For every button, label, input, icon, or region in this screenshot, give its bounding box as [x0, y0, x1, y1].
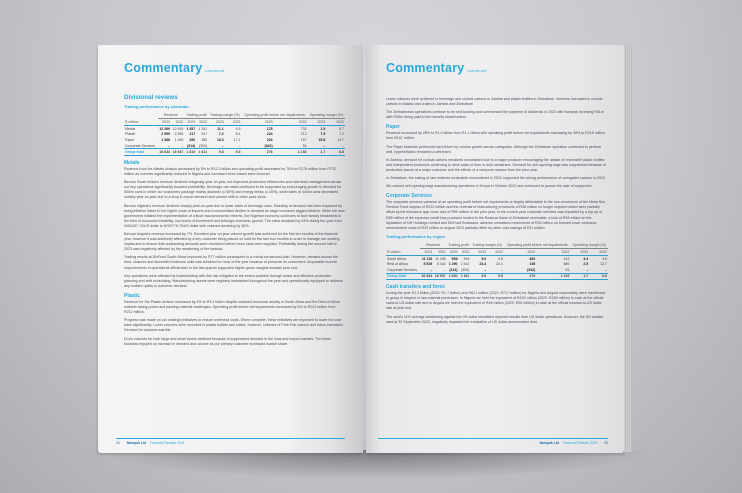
- table-cell: 5.7: [339, 126, 344, 131]
- booklet-shadow: [95, 450, 655, 480]
- table-cell: 732: [300, 126, 307, 131]
- paragraph: Revenue increased by 28% to R1.4 billion from R1.1 billion with operating profit before net impairments increasing by 38% to R216 million from R157 million.: [386, 131, 605, 141]
- table-cell: –: [501, 267, 503, 272]
- column-header: 2022: [589, 248, 608, 255]
- table-cell: 11 115: [421, 256, 433, 261]
- paragraph: In Zambia, demand for conical cartons remained constrained due to a major producer encouraging the uptake of returnable plastic bottles and independent producers continuing to drive sales of beer in bulk containers. Demand for self-opening bags was suppressed because of production issues at a major customer and the effects of a carryover season from the prior year.: [386, 157, 607, 172]
- page-footer: [116, 438, 345, 445]
- table-cell: 12 915: [172, 126, 184, 131]
- table-cell: 12.7: [600, 262, 607, 267]
- table-cell: 1 152: [536, 273, 570, 280]
- cash-heading: Cash transfers and forex: [386, 284, 445, 291]
- table-cell: 556: [451, 256, 458, 261]
- row-label: Rest of Africa: [387, 262, 408, 267]
- table-cell: 9.5: [487, 273, 504, 280]
- column-header: 2023: [158, 119, 171, 126]
- title-suffix: continued: [205, 68, 225, 73]
- table-cell: 14.7: [337, 137, 344, 142]
- table-cell: 178: [266, 126, 273, 131]
- table-cell: 12 269: [159, 126, 170, 131]
- company-name: Nampak Ltd: [126, 441, 147, 445]
- table-cell: 1 152: [274, 149, 308, 156]
- table-cell: 9.8: [208, 149, 225, 156]
- column-header: Operating profit before net impairments: [241, 112, 307, 119]
- table-cell: (300): [461, 267, 470, 272]
- paragraph: Progress was made on our strategic initiatives to reduce overhead costs. When complete, these initiatives are expected to lower the cost base significantly. Lower volumes were recorded in plastic bottles and crates, however, volumes of Pure-Pak cartons and tubes increased. Demand for closures was flat.: [124, 318, 344, 333]
- paragraph: During the year R1.3 billion (2022: R1.7 billion) and R621 million (2022: R717 million) for Nigeria and Angola respectively were transferred to group in respect of raw material purchases. In Nigeria we held the equivalent of R192 million (2022: R269 million) in cash at the official naira-to-US dollar rate and in Angola we held the equivalent of R46 million (2022: R50 million) in cash at the official kwanza-to-US dollar rate at year end.: [386, 291, 606, 311]
- page-number: 04: [116, 441, 120, 445]
- table-cell: 276: [504, 273, 536, 280]
- table-cell: 9.9: [235, 126, 241, 131]
- column-header: 2022: [196, 119, 208, 126]
- table-cell: 1.5: [320, 126, 326, 131]
- corporate-heading: Corporate Services: [386, 193, 432, 200]
- column-header: 2022: [326, 119, 345, 126]
- table-cell: –: [221, 143, 224, 148]
- table-total-row: [386, 273, 608, 280]
- row-label: Plastic: [125, 132, 136, 137]
- table-cell: 6.8: [589, 273, 608, 280]
- table-cell: 212: [300, 132, 307, 137]
- column-header: Trading margin (%): [472, 242, 503, 247]
- table-cell: 224: [266, 132, 273, 137]
- paragraph: The rand's 11% average weakening against the US dollar benefitted reported results from US dollar operations. However, the 5% weaker rand at 30 September 2023, negatively impacted the translation of US dollar-denominated debt.: [386, 314, 604, 324]
- paragraph: The Paper business performed well driven by volume growth across categories. Although the Zimbabwe operation continued to perform well, hyperinflation remained a detriment.: [386, 144, 602, 154]
- table-cell: 7.2: [339, 132, 344, 137]
- table-cell: 157: [300, 137, 307, 142]
- table-cell: 7.5: [320, 132, 326, 137]
- table-cell: 16 937: [172, 150, 184, 155]
- plastic-heading: Plastic: [124, 292, 141, 299]
- table-cell: 16 634: [421, 274, 433, 279]
- row-label: Group total: [124, 149, 158, 156]
- table-cell: 15.8: [318, 137, 326, 142]
- table-cell: –: [342, 143, 344, 148]
- page-footer: [378, 438, 608, 445]
- column-header: Operating margin (%): [570, 242, 608, 249]
- table-cell: –: [484, 267, 487, 272]
- table-cell: 51: [565, 267, 570, 272]
- report-name: Financial Results 2023: [150, 441, 185, 445]
- table-cell: (342): [264, 143, 273, 148]
- column-header: R million: [386, 248, 420, 255]
- row-label: Paper: [125, 137, 135, 142]
- table-cell: 5 442: [436, 262, 446, 267]
- paragraph: Key operations were affected by loadshedding with this risk mitigated to the extent possible through active and effective production planning and shift scheduling. Manufacturing assets were regularly maintained throughout the year and operationally equipped to address any sudden uptick in customer demand.: [124, 273, 343, 288]
- table-cell: –: [323, 143, 326, 148]
- paragraph: Bevcan Nigeria's revenue declined sharply year-on-year due to lower sales of beverage cans. Elasticity of demand has been impacted by rising inflation linked to the higher costs of imports and a concomitant decline in demand as wage increases lagged inflation. While the new government initiated the implementation of critical macroeconomic reforms, the Nigerian economy continues to face steady headwinds in the form of economic instability, low levels of investment and lethargic economic growth. The naira devalued by 44% during the year from NGN437.74/US dollar to NGN776.79/US dollar with volumes declining by 36%.: [124, 203, 345, 228]
- table-cell: 5.0: [481, 256, 487, 261]
- table-cell: –: [443, 267, 446, 272]
- company-name: Nampak Ltd: [539, 441, 559, 445]
- paper-heading: Paper: [386, 124, 400, 131]
- table-cell: 1 357: [186, 126, 196, 131]
- table-cell: 7.2: [218, 132, 224, 137]
- table-cell: 24.1: [496, 262, 503, 267]
- page-number: 05: [604, 441, 608, 445]
- table-title: Trading performance by substrate: [124, 104, 189, 109]
- table-cell: 1 281: [198, 126, 208, 131]
- table-cell: (342): [527, 267, 536, 272]
- table-cell: 217: [189, 132, 196, 137]
- paragraph: We ceased self-opening bags manufacturing operations in Kenya in October 2022 and continued to pursue the sale of equipment.: [386, 184, 593, 189]
- table-cell: 183: [201, 137, 208, 142]
- column-header: Trading profit: [448, 242, 469, 247]
- left-page: [98, 45, 363, 453]
- table-cell: (214): [187, 143, 196, 148]
- table-cell: –: [430, 267, 433, 272]
- table-cell: 1.7: [570, 273, 589, 280]
- footer-rule: [116, 438, 345, 439]
- column-header: 2023: [208, 119, 225, 126]
- table-cell: 11 495: [435, 256, 446, 261]
- table-cell: (300): [198, 143, 208, 148]
- row-label: Corporate Services: [387, 267, 417, 272]
- table-cell: 247: [201, 132, 208, 137]
- page-title: Commentary continued: [124, 61, 225, 75]
- paragraph: Bevcan South Africa's revenue declined marginally year on year, but improved production efficiencies and overhead management across our key operations significantly boosted profitability. Beverage can sales continued to be supported by encouraging growth in demand for 500ml cans in which our customers package mainly alcoholic (c.55%) and energy drinks (c.45%), while sales of 440ml cans decreased notably year on year due to a drop in export demand and volume shift to other pack sizes.: [124, 180, 342, 200]
- table-cell: 250: [189, 137, 196, 142]
- column-header: Revenue: [420, 242, 447, 249]
- column-header: Trading profit: [185, 113, 207, 117]
- column-header: R million: [124, 119, 158, 126]
- table-cell: 3.6: [602, 256, 607, 261]
- report-name: Financial Results 2023: [562, 441, 598, 445]
- page-stack-edge: [624, 46, 632, 452]
- table-total-row: [124, 149, 345, 156]
- table-cell: (214): [449, 267, 458, 272]
- table-cell: 689: [563, 262, 570, 267]
- table-cell: 9.5: [225, 149, 242, 156]
- column-header: 2023: [470, 248, 487, 255]
- table-cell: 2 999: [161, 132, 170, 137]
- metals-heading: Metals: [124, 159, 140, 166]
- section-heading: Divisional reviews: [124, 94, 178, 101]
- table-cell: 482: [529, 256, 536, 261]
- row-label: South Africa: [387, 256, 406, 261]
- paragraph: Lower volumes were achieved in beverage and conical cartons in Zambia and plastic bottles in Zimbabwe. Volumes increased in conical cartons in Malawi and crates in Zambia and Zimbabwe.: [386, 97, 603, 107]
- table-cell: –: [605, 267, 607, 272]
- row-label: Corporate Services: [125, 143, 155, 148]
- row-label: Metals: [125, 126, 136, 131]
- table-cell: 4.3: [583, 256, 589, 261]
- table-cell: 17.1: [233, 137, 241, 142]
- column-header: 2022: [459, 248, 471, 255]
- column-header: 2022: [274, 119, 308, 126]
- column-header: 2023: [184, 119, 196, 126]
- column-header: 2023: [504, 248, 536, 255]
- column-header: 2022: [487, 248, 504, 255]
- column-header: 2023: [420, 248, 433, 255]
- column-header: 2023: [570, 248, 589, 255]
- table-cell: 6.8: [326, 149, 345, 156]
- column-header: Revenue: [158, 112, 185, 119]
- footer-rule: [378, 438, 608, 439]
- table-cell: 1 069: [174, 137, 184, 142]
- table-cell: 2 953: [174, 132, 184, 137]
- table-cell: –: [238, 143, 241, 148]
- paragraph: In Zimbabwe, the easing of raw material constraints encountered in 2022 supported the strong performance of corrugated cartons in 2023.: [386, 176, 606, 181]
- table-cell: 136: [529, 262, 536, 267]
- column-header: 2023: [308, 119, 327, 126]
- paragraph: Bevcan Angola's revenue increased by 7%. Excellent year on year volume growth was achieved for the first ten months of the financial year, however it was adversely affected by a key customer being placed on hold for the last four months in order to manage our working capital and to ensure that outstanding amounts were recovered before more cans were supplied. Profitability during the second half of 2023 was negatively affected by the weakening of the kwanza.: [124, 232, 340, 252]
- table-title: Trading performance by region: [386, 233, 445, 239]
- paragraph: Drum volumes for both large and small drums declined because of suppressed demand in the local and export markets. The tubes business enjoyed an increase in demand and volume as our primary customer increased market share.: [124, 336, 332, 346]
- column-header: Operating margin (%): [309, 113, 344, 117]
- column-header: 2023: [241, 119, 273, 126]
- row-label: Group total: [386, 273, 420, 280]
- table-cell: 1 610: [184, 149, 196, 156]
- table-cell: –: [168, 143, 170, 148]
- column-header: 2023: [447, 248, 459, 255]
- table-cell: 11.1: [217, 126, 224, 131]
- column-header: 2022: [536, 248, 570, 255]
- title-suffix: continued: [467, 68, 487, 73]
- paragraph: Revenue for the Plastic division increased by 2% to R3.0 billion despite subdued economic activity in South Africa and the Rest of Africa markets facing power and packing material challenges. Operating profit before net impairments increased by 6% to R224 million from R212 million.: [124, 299, 340, 315]
- table-cell: 1 611: [459, 273, 471, 280]
- table-cell: 23.4: [479, 262, 487, 267]
- paragraph: Trading results at DivFood South Africa improved by R77 million consequent to a robust turnaround plan. However, demand across the food, closures and diversified business units was subdued for most of the year because of pressure on consumers' disposable income. Improvements in operational efficiencies in the last quarter supported higher gross margins towards year end.: [124, 255, 339, 270]
- table-cell: 216: [266, 137, 273, 142]
- table-cell: 16 937: [434, 274, 446, 279]
- table-cell: 16 634: [159, 150, 170, 155]
- column-header: Trading margin (%): [209, 113, 240, 117]
- column-header: 2022: [225, 119, 242, 126]
- table-cell: 412: [563, 256, 570, 261]
- table-cell: 51: [302, 143, 307, 148]
- column-header: 2022: [433, 248, 446, 255]
- table-cell: 276: [241, 149, 273, 156]
- column-header: Operating profit before net impairments: [504, 242, 570, 249]
- table-cell: –: [586, 267, 589, 272]
- table-cell: 3.5: [498, 256, 503, 261]
- table-cell: 5 519: [423, 262, 433, 267]
- right-page: [366, 45, 624, 453]
- substrate-table: [124, 112, 345, 156]
- table-cell: –: [181, 143, 184, 148]
- table-cell: 2.5: [583, 262, 589, 267]
- table-cell: 18.3: [216, 137, 224, 142]
- table-cell: 1 611: [196, 149, 208, 156]
- paragraph: Revenue from the Metals division decreased by 5% to R12.3 billion and operating profit decreased by 76% to R178 million from R732 million as volumes significantly reduced in Nigeria and increased forex losses were incurred.: [124, 166, 336, 177]
- table-cell: 1.7: [308, 149, 327, 156]
- table-cell: 8.4: [235, 132, 241, 137]
- paragraph: The Zimbabwean operations continue to be self-funding and commenced the payment of dividends in 2023 with Nampak receiving R51m with R50m being paid to the minority shareholders.: [386, 110, 604, 120]
- table-cell: 1 630: [447, 273, 459, 280]
- column-header: 2022: [171, 119, 184, 126]
- table-cell: 9.8: [470, 273, 487, 280]
- table-cell: 399: [463, 256, 470, 261]
- page-title: Commentary continued: [386, 61, 487, 75]
- table-cell: 1 512: [460, 262, 470, 267]
- table-cell: 1 366: [161, 137, 170, 142]
- paragraph: The corporate services variance at an operating profit before net impairments is largely attributable to the non-recurrence of the Metal Box Pension Fund surplus of R222 million and the reversal of restructuring provisions of R48 million no longer required which were partially offset by the insurance gap cover loss of R50 million in the prior year. In the current year corporate services was impacted by a top-up of R65 million of the expected credit loss provision related to the Reserve Bank of Zimbabwe receivable, a loss of R49 million on the liquidation of NH Holdings Limited and DivFood Botswana, adverse unrealised movements of R44 million on forward cover contracts, retrenchment costs of R33 million in August 2023 partially offset by other cost savings of R11 million.: [386, 200, 606, 230]
- table-cell: 1 290: [448, 262, 458, 267]
- region-table: [386, 242, 608, 280]
